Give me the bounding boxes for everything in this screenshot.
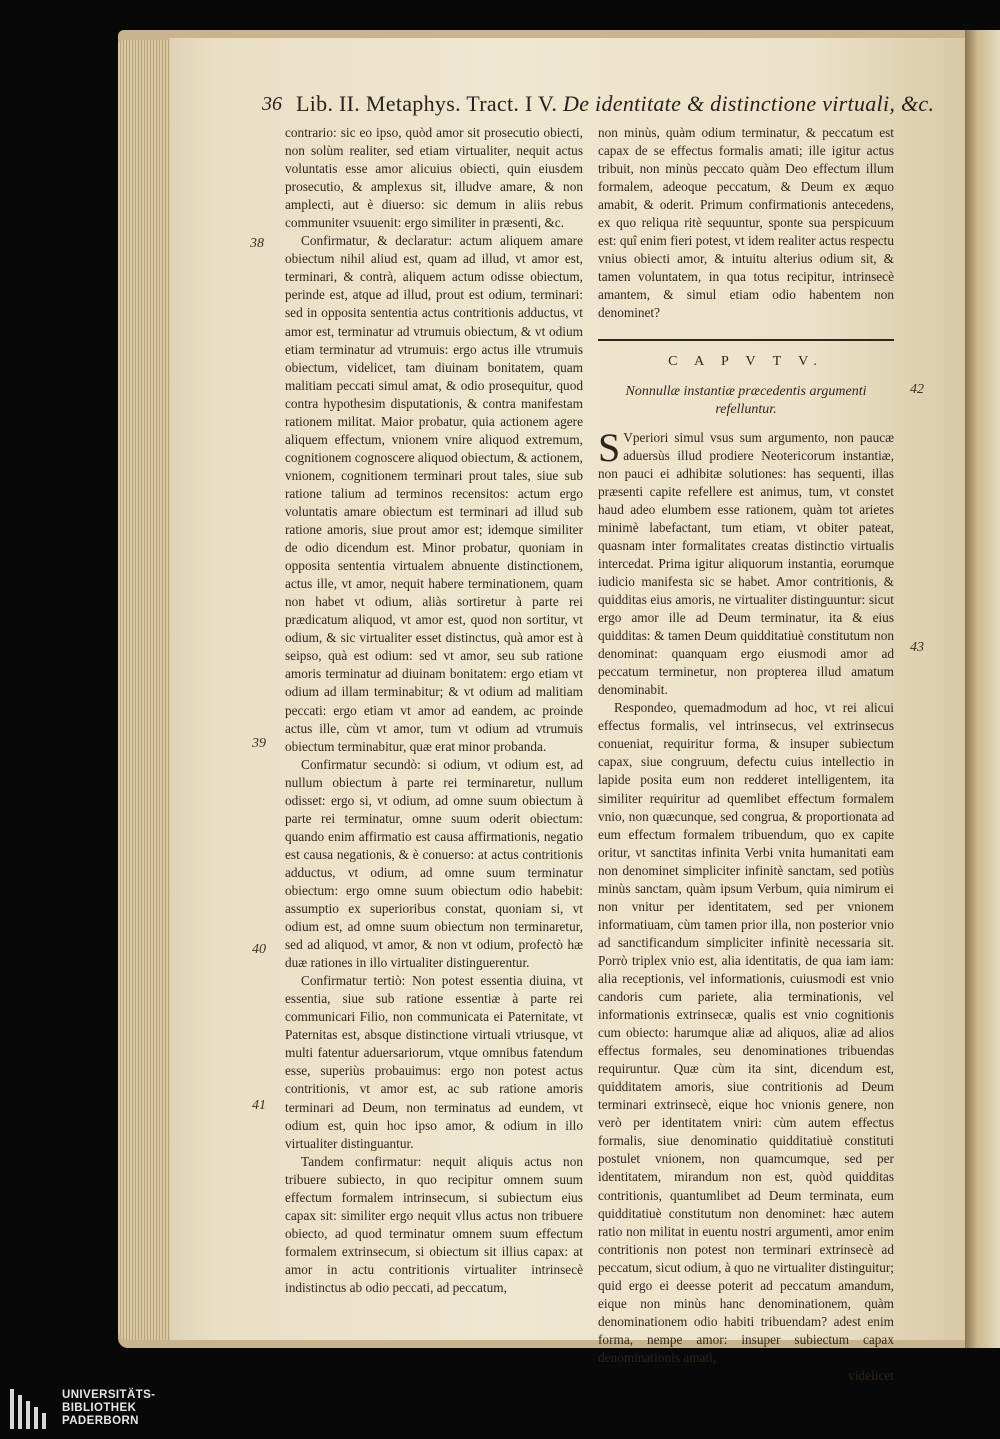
margin-number: 40 (252, 942, 266, 957)
chapter-divider (598, 339, 894, 341)
margin-number: 38 (250, 236, 264, 251)
paragraph: Confirmatur, & declaratur: actum aliquem amare obiectum nihil aliud est, quam ad illud, vt amor est, terminari, & contrà, aliquem actum odisse obiectum, perinde est, atque ad illud, prout est odium, terminari: sed in opposita sententia actus contritionis adductus, vt amor est, terminatur ad vtrumuis obiectum, & vt odium etiam terminatur ad vtrumuis: ergo actus ille vtrumuis obiectum, videlicet, tam diuinam bonitatem, quam malitiam peccati simul amat, & odio prosequitur, quod contra hypothesim disputationis, & contra manifestam rationem militat. Maior probatur, quia actionem agere aliquem effectum, vnionem vnire aliquod extremum, cognitionem cognoscere aliquod obiectum, & actionem, vnionem, cognitionem terminari prout tales, siue sub ratione talium ad terminos recensitos: actum ergo voluntatis amare obiectum est terminari ad illud sub ratione amoris, siue prout amor est; idemque similiter de odio dicendum est. Minor probatur, quoniam in opposita sententia virtualem abnuente distinctionem, actus ille, vt amor, nequit habere terminationem, quam non habet vt odium, aliàs sortiretur à parte rei prædicatum aliquod, vt amor est, quod non sortitur, vt odium, & sic virtualiter esset distinctus, quà amor est à seipso, quà est odium: sed vt amor, seu sub ratione amoris terminatur ad diuinam bonitatem: ergo etiam vt odium ad illam terminabitur; & vt odium ad malitiam peccati: ergo etiam vt amor ad eandem, ac proinde actus ille, cùm vt amor, tum vt odium ad vtrumuis obiectum terminabitur, quæ erat minor probanda. (285, 233, 583, 754)
drop-capital: S (598, 424, 621, 470)
logo-line: BIBLIOTHEK (62, 1402, 137, 1414)
paragraph: Tandem confirmatur: nequit aliquis actus non tribuere subiecto, in quo recipitur omnem suum effectum formalem intrinsecum, si subiectum eius capax sit: similiter ergo nequit vllus actus non tribuere obiecto, ad quod terminatur omnem suum effectum formalem extrinsecum, si obiectum sit illius capax: at amor in actu contritionis virtualiter intrinsecè indistinctus ab odio peccati, ad peccatum, (285, 1153, 583, 1295)
logo-mark-icon (10, 1389, 50, 1429)
chapter-heading: C A P V T V. (668, 353, 824, 369)
page-number: 36 (262, 93, 282, 115)
paragraph-text: Vperiori simul vsus sum argumento, non paucæ aduersùs illud prodiere Neotericorum instantiæ, non pauci ei adhibitæ solutiones: has sequenti, illas præsenti capite refellere est animus, tum, vt constet haud adeo elumbem esse rationem, quàm tot arietes minimè labefactant, tum etiam, vt obiter pateat, quasnam inter formalitates creatas distinctio virtualis intercedat. Prima igitur aliquorum instantia, eorumque iudicio manifesta sic se habet. Amor contritionis, & quidditas eius amoris, ne virtualiter distinguuntur: sicut ergo amor ille ad Deum terminatur, ita & eius quidditas: & tamen Deum quidditatiuè constitutum non denominat: quanquam ergo eiusmodi amor ad peccatum terminetur, non propterea illud amatum denominabit. (598, 429, 894, 698)
paragraph: Confirmatur tertiò: Non potest essentia diuina, vt essentia, siue sub ratione essentiæ à parte rei communicari Filio, non communicata ei Paternitate, vt Paternitas est, absque distinctione virtuali vtriusque, vt multi fatentur aduersariorum, vtque omnibus fatendum esse, superiùs probauimus: ergo non potest actus contritionis, vt amor est, ac sub ratione amoris terminari ad Deum, non terminatus ad eundem, vt odium est, quin hoc ipso amor, & odium in illo virtualiter distinguantur. (285, 973, 583, 1151)
paragraph: non minùs, quàm odium terminatur, & peccatum est capax de se effectus formalis amati; ille igitur actus tribuit, non minùs peccato quàm Deo effectum illum formalem, adeoque peccatum, & Deum ex æquo amabit, & oderit. Primum confirmationis antecedens, ex quo reliqua ritè sequuntur, sponte sua perspicuum est: quî enim fieri potest, vt idem realiter actus respectu vnius obiecti amor, & intuitu alterius odium sit, & tamen voluntatem, in qua totus recipitur, intrinsecè amantem, & simul etiam odio habentem non denominet? (598, 125, 894, 321)
book-gutter (965, 30, 1000, 1348)
logo-text (62, 1389, 155, 1428)
paragraph: contrario: sic eo ipso, quòd amor sit prosecutio obiecti, non solùm realiter, sed etiam virtualiter, nequit actus voluntatis esse amor alicuius obiecti, quin eiusdem prosecutio, & amplexus sit, illudve amare, & non amplecti, aut è diuerso: sic demum in aliis rebus communiter vsuuenit: ergo similiter in præsenti, &c. (285, 125, 583, 231)
paragraph (598, 424, 894, 700)
running-title (296, 91, 934, 117)
catchword: videlicet (848, 1368, 894, 1383)
margin-number: 43 (910, 640, 924, 655)
logo-line: UNIVERSITÄTS- (62, 1389, 156, 1401)
chapter-subtitle: Nonnullæ instantiæ præcedentis argumenti refelluntur. (625, 383, 867, 417)
margin-number: 41 (252, 1098, 266, 1113)
running-title-italic: De identitate & distinctione virtuali, &c. (563, 91, 935, 116)
paragraph: Confirmatur secundò: si odium, vt odium est, ad nullum obiectum à parte rei terminaretur, nullum odisset: ergo si, vt odium, ad omne suum obiectum à parte rei terminatur, omne suum oderit obiectum: quando enim affirmatio est causa affirmationis, negatio est causa negationis, & è conuerso: at actus contritionis adductus, vt odium, ad omne suum terminatur obiectum: ergo omne suum obiectum odio habebit: assumptio ex superioribus constat, quoniam si, vt odium est, ad omne suum obiectum non terminaretur, sed ad aliquod, vt amor, & non vt odium, profectò hæ duæ rationes in illo virtualiter distinguerentur. (285, 756, 583, 971)
margin-number: 39 (252, 736, 266, 751)
running-title-roman: Lib. II. Metaphys. Tract. I V. (296, 91, 558, 116)
margin-number: 42 (910, 382, 924, 397)
right-text-column (598, 124, 894, 1385)
logo-line: PADERBORN (62, 1415, 139, 1427)
page-edges (118, 40, 178, 1340)
left-text-column (285, 124, 583, 1297)
paragraph: Respondeo, quemadmodum ad hoc, vt rei alicui effectus formalis, vel intrinsecus, vel extrinsecus conueniat, requiritur forma, & insuper subiectum capax, siue congruum, defectu cuius intellectio in lapide posita eum non redderet intelligentem, ita similiter requiritur ad quemlibet effectum formalem vnio, non quæcunque, sed congrua, & proportionata ad eum effectum formalem tribuendum, quo ex capite oritur, vt sanctitas infinita Verbi vnita humanitati eam non denominet simpliciter infinitè sanctam, sed potiùs minùs sanctam, quàm ipsum Verbum, quia nimirum ei non vnitur per identitatem, sed per vnionem informatiuam, cùm tamen prior illa, non posterior vnio ad sanctificandum simpliciter infinitè necessaria sit. Porrò triplex vnio est, alia identitatis, de qua iam iam: alia receptionis, vel informationis, cuiusmodi est vnio candoris cum pariete, alia terminationis, vel informationis extrinsecæ, qualis est vnio cognitionis cum obiecto: harumque aliæ ad aliquos, aliæ ad alios effectus formales, seu denominationes tribuendas requiruntur. Quæ cùm ita sint, dicendum est, quidditatem amoris, siue contritionis ad Deum terminari extrinsecè, eique hoc vnionis genere, non verò per identitatem vniri: cùm autem effectus formalis, siue denominatio quidditatiuè constituti postulet vnionem, non quamcumque, sed per identitatem, mirandum non est, quòd quidditas contritionis, quantumlibet ad Deum terminata, eum quidditatiuè constitutum non denominet: hæc autem ratio non militat in euentu nostri argumenti, amor enim contritionis non potest non terminari extrinsecè ad peccatum, sicut odium, à quo ne virtualiter distinguitur; quid ergo ei deesse poterit ad peccatum amandum, eique non minùs hanc denominationem, quàm denominationem odio habiti tribuendam? adest enim forma, nempe amor: insuper subiectum capax denominationis amati, (598, 700, 894, 1365)
